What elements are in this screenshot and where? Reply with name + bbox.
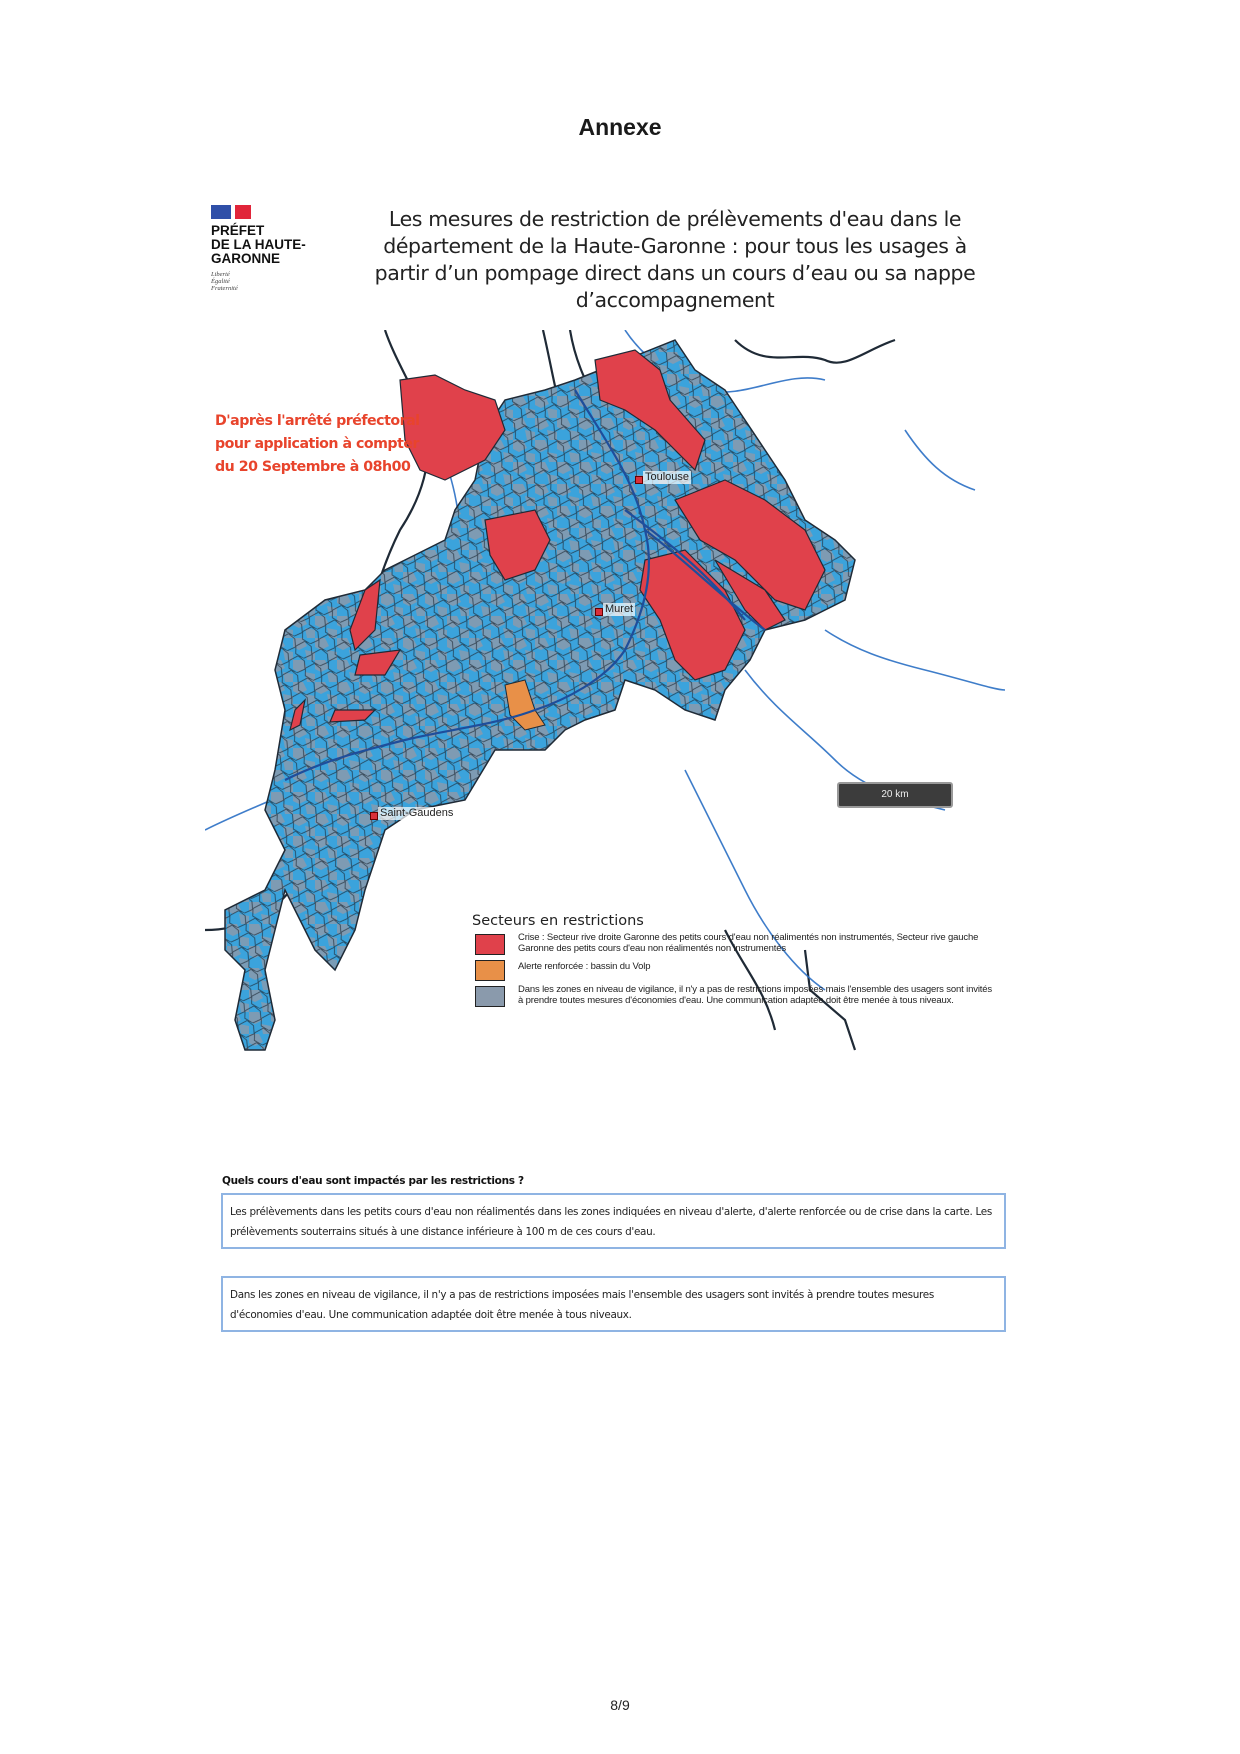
legend-item-alerte-renforcee [475, 958, 995, 981]
logo-line-1: PRÉFET [211, 223, 265, 238]
legend-title: Secteurs en restrictions [472, 913, 644, 929]
city-marker-icon [595, 608, 603, 616]
title-line: Les mesures de restriction de prélèvements d'eau dans le [388, 207, 962, 231]
motto-line: Liberté [211, 271, 230, 278]
marianne-flag-icon [211, 205, 251, 219]
title-line: d’accompagnement [575, 288, 775, 312]
restriction-map [205, 330, 1005, 1070]
prefecture-logo [211, 205, 321, 292]
map-scale-bar: 20 km [837, 782, 953, 808]
decree-line: pour application à compter [215, 436, 419, 452]
faq-question: Quels cours d'eau sont impactés par les restrictions ? [222, 1175, 524, 1187]
city-label-toulouse: Toulouse [645, 471, 690, 483]
title-line: département de la Haute-Garonne : pour tous les usages à [383, 234, 967, 258]
title-line: partir d’un pompage direct dans un cours d’eau ou sa nappe [374, 261, 976, 285]
city-marker-icon [370, 812, 378, 820]
decree-line: du 20 Septembre à 08h00 [215, 459, 411, 475]
document-title [345, 206, 1005, 314]
legend-item-crise [475, 932, 995, 955]
decree-line: D'après l'arrêté préfectoral [215, 413, 420, 429]
decree-notice [215, 410, 445, 479]
legend-swatch-orange [475, 960, 505, 981]
page-heading: Annexe [578, 114, 662, 140]
city-marker-icon [635, 476, 643, 484]
logo-line-2: DE LA HAUTE- [211, 237, 306, 252]
logo-line-3: GARONNE [211, 251, 281, 266]
info-box-impacted-rivers: Les prélèvements dans les petits cours d'eau non réalimentés dans les zones indiquées en niveau d'alerte, d'alerte renforcée ou de crise dans la carte. Les prélèvements souterrains situés à une distance inférieure à 100 m de ces cours d'eau. [221, 1193, 1006, 1249]
map-legend [472, 913, 995, 1007]
logo-text [211, 224, 321, 266]
city-label-muret: Muret [605, 603, 634, 615]
page-number: 8/9 [610, 1697, 630, 1713]
city-label-saint-gaudens: Saint-Gaudens [380, 807, 454, 819]
legend-swatch-grey [475, 986, 505, 1007]
motto-line: Fraternité [211, 285, 238, 292]
legend-text: Dans les zones en niveau de vigilance, il n'y a pas de restrictions imposées mais l'ensemble des usagers sont invités à prendre toutes mesures d'économies d'eau. Une communication adaptée doit être menée à tous niveaux. [518, 984, 992, 1006]
legend-text: Alerte renforcée : bassin du Volp [518, 961, 651, 972]
legend-item-vigilance [475, 984, 995, 1007]
motto-line: Égalité [211, 278, 230, 285]
legend-swatch-red [475, 934, 505, 955]
info-box-vigilance: Dans les zones en niveau de vigilance, il n'y a pas de restrictions imposées mais l'ensemble des usagers sont invités à prendre toutes mesures d'économies d'eau. Une communication adaptée doit être menée à tous niveaux. [221, 1276, 1006, 1332]
republic-motto [211, 271, 321, 292]
legend-text: Crise : Secteur rive droite Garonne des petits cours d'eau non réalimentés non instrumentés, Secteur rive gauche Garonne des petits cours d'eau non réalimentés non instrumentés [518, 932, 979, 954]
